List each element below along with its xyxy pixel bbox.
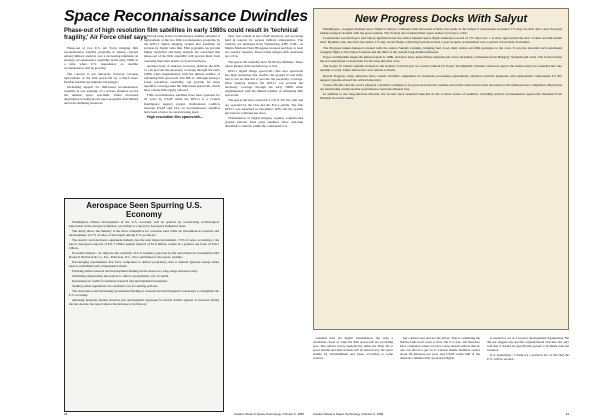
paragraph: Soviet officials said the crew's physical condition continues to be good and exercise routines aboard the station have been increased as the mission nears completion. Physicians are monitoring cardiovascular performance and bone mineral loss. — [320, 82, 562, 92]
article-column-6 — [487, 336, 569, 418]
article-column-4 — [313, 336, 393, 418]
paragraph: Transmission of digital imagery requires sophisticated ground stations. Data relay satellites allow real-time downlink to stations within the continental U.S. — [225, 115, 303, 128]
paragraph: transmit data via digital transmission, but with a resolution closer to what the film spacecraft are providing now. The vehicle can be launched by either the Titan 3D or space shuttle and later models will be retrieved by the space shuttle for refurbishment and reuse, according to some sources. — [313, 336, 393, 361]
paragraph: The spacecraft have arrived in a 155 X 310 mi. orbit and are operated by the CIA and Air Force jointly. The first KH-11 was launched in December 1976 and the system has been in continual use since. — [225, 98, 303, 115]
page-footer-right — [313, 412, 569, 416]
paragraph: Dwindling support for film-based reconnaissance satellites is one example of a serious situation across the defense space spectrum, where increased dependence is being placed upon programs with limited and even shrinking resources. — [64, 84, 138, 106]
page-footer-left — [64, 412, 304, 416]
article-column-5 — [400, 336, 480, 418]
paragraph: The Progress tanker-transport docked with the station Sunday evening, bringing fuel, food, mail, letters and film packages to the crew. It was the eleventh such automated resupply flight to the Salyut 6 station and the third of the current long-duration mission. — [320, 45, 562, 54]
paragraph: The spacecraft normally have 50-80 day lifetimes. These return images with resolution up to 6 in. — [225, 59, 303, 68]
paragraph: U.S. leadership—'I think it's a political fact of life that the U.S. will be second... — [487, 353, 569, 362]
paragraph: Cosmonauts Leonid Popov and Valery Ryumin broke the earlier manned space flight endurance record of 175 days Oct. 1 as they approached the start of their seventh month aloft. Ryumin, who also flew the earlier 175-day record flight, will bring back more than a year in space accumulated over a period of less than 24 months. — [320, 36, 562, 45]
paragraph: Washington—Future development of the U.S. economy will be spurred by accelerating technological innovation in the aerospace industry, according to a report by Aerospace Industries Assn. — [69, 220, 219, 228]
publication-line: Aviation Week & Space Technology, October 6, 1980 — [313, 412, 384, 416]
page-number: 19 — [565, 412, 569, 416]
paragraph: The Soyuz 37 vehicle remains docked to the station's forward port as a return vehicle for Popov and Ryumin. Western observers expect the mission may be extended into late autumn or early winter before the crew returns to Earth. — [320, 64, 562, 73]
paragraph: Washington—Longest manned space flight in history continued with increased activity last week as the Salyut 6 cosmonauts exceeded 175 days in orbit and a new Progress tanker-transport docked with the space station. The Soviets also returned their space station Cyclops to orbit. — [320, 27, 562, 36]
sidebar-body — [69, 220, 219, 306]
paragraph: In addition to the long-duration mission, the Soviets have resumed launches in the Cosmos series of satellites, including several reconnaissance spacecraft launched from Plesetsk in recent weeks. — [320, 92, 562, 101]
paragraph: Another body of analysts, however, believes the KH-11 can provide the necessary coverage through the early 1980s when supplemented with the limited number of remaining film spacecraft. The KH-11, although having a lower resolution capability, can provide far more repetitive coverage than the film-based spacecraft, which have a finite film supply onboard. — [144, 63, 220, 93]
paragraph: Only four remain in the USAF inventory and are being held in reserve for serious military emergencies. The vehicles are launched from Vandenberg AFB, Calif., on Martin Marietta Titan 3B-Agena boosters and have at least two reentry capsules. These return images with resolution up to 6 in. — [225, 34, 303, 59]
sidebar-box-salyut — [313, 8, 569, 330]
paragraph: Recent Progress cargo missions have carried scientific equipment for materials processing experiments, medical research apparatus and replacement components for life support systems aboard the orbital laboratory. — [320, 73, 562, 82]
paragraph: The concern is not universal, however, because replacement of the film spacecraft by a much more flexible satellite has inherent advantages. — [64, 71, 138, 84]
sidebar-box-economy — [64, 198, 224, 412]
paragraph: KH-11 digital image spacecraft—The new spacecraft has high resolution that reaches the ground in real time, and it can be directed to provide the necessary coverage. Most analysts believe the KH-11 can provide the necessary coverage through the early 1980s when supplemented with the limited number of remaining film spacecraft. — [225, 68, 303, 98]
paragraph: The electric and electronic equipment industry has the next largest investment, 7.0% of sales, according to the report. Aerospace exports of $11.7 billion against imports of $1.6 billion, results in a positive net trade of $10.1 billion. — [69, 238, 219, 250]
section-subhead: High resolution film spacecraft— — [147, 114, 204, 119]
paragraph: is needed to act as a booster development organization. He did not suggest any specific organizational structure but only said that it should be specifically geared to facilitate national ventures. — [487, 336, 569, 353]
paragraph: but a minor user and not the driver. That is something the NASA folks don't want to hear, but it is true. We therefore have a situation where we have a new launch vehicle that no one can afford to get on it. Current shuttle manifest carries about 20 missions per year, and USAF wants half of the missions commercially sponsored flights. — [400, 336, 480, 361]
article-headline: Space Reconnaissance Dwindles — [64, 8, 308, 25]
paragraph: Economic impact—To improve the creativity of U.S. industry proposed by the association in consultation with Rouse P. Hartwick & Co., Inc., Princeton, N.J., who contributed to the report, include: — [69, 251, 219, 259]
paragraph: Encouraging requirements that force companies to deliver proprietary data to federal agencies except when need is established and compensation made. — [69, 260, 219, 268]
sidebar-title: New Progress Docks With Salyut — [354, 13, 528, 25]
paragraph: Increasing tax credits for industry research and development investment. — [72, 279, 168, 283]
paragraph: The association said increasing government funding to research and development is necessary to strengthen the U.S. economy. — [69, 289, 219, 297]
paragraph: The study shows the industry is the most competitive for overseas sales while its investment in research and development, 22.7% of sales, is the largest among U.S. producers. — [69, 229, 219, 237]
paragraph: Permitting depreciation allowances to reflect reacquisition cost of capital. — [72, 274, 170, 278]
publication-line: Aviation Week & Space Technology, October 6, 1980 — [233, 412, 304, 416]
sidebar-body — [320, 27, 562, 101]
article-deck: Phase-out of high resolution film satellites in early 1980s could result in 'technical fragility,' Air Force chief says — [64, 28, 298, 41]
paragraph: Popov and Ryumin began the mission April 9, 1980, and have since hosted three international crews including cosmonauts from Hungary, Vietnam and Cuba. The Soviet Union has not announced a return date for the long-duration crew. — [320, 54, 562, 64]
article-column-3 — [225, 34, 303, 418]
paragraph: Seeking stable regulations on consistent cost accounting policies. — [72, 284, 159, 288]
paragraph: Phase-out of two U.S. Air Force imaging film reconnaissance satellite programs is raising concern among military analysts over a decreasing emphasis on strategic reconnaissance capability in the early 1980s at a time when U.S. dependence on satellite reconnaissance will be growing. — [64, 46, 138, 71]
paragraph: Although federally funded research and development expressed in current dollars appears to increase during the last decade, the report shows the increase to be illusory. — [69, 298, 219, 306]
page-number: 18 — [64, 412, 68, 416]
paragraph: Pivotal issue in the reconnaissance satellite situation is replacement of the two film reconnaissance programs by the KH-11 digital imaging system that transmits its pictures by digital radio link. Film programs can provide higher resolution and many analysts are concerned that phase-out of the film capability will prevent them from assessing important details on Soviet hardware. — [144, 34, 220, 63]
paragraph: Film reconnaissance satellites have been operated for 20 years by USAF while the KH-11 is a Central Intelligence Agency project. Institutional conflicts between USAF and CIA on reconnaissance satellites have been a factor in concern being aired. — [144, 93, 220, 114]
sidebar-title: Aerospace Seen Spurring U.S. Economy — [86, 201, 202, 219]
paragraph: Ensuring stable research and development funding levels based on a long-range national policy. — [72, 269, 199, 273]
article-column-1 — [64, 46, 138, 194]
